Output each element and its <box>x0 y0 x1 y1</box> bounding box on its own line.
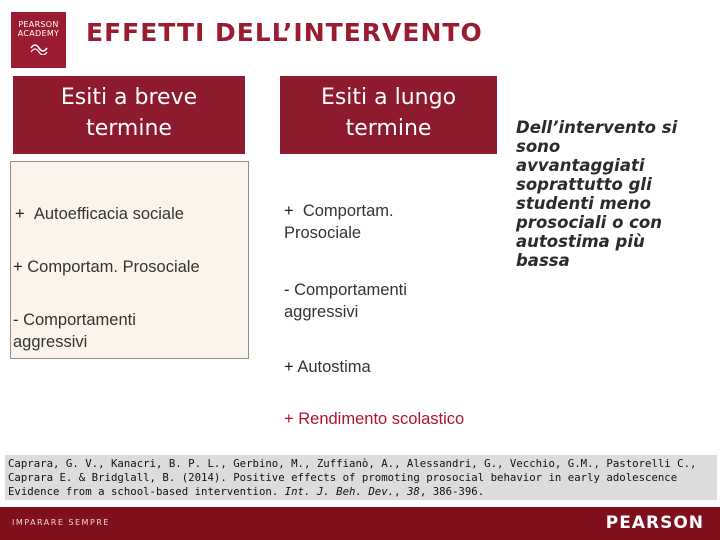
footer-bar <box>0 507 720 540</box>
long-term-item-highlight: + Rendimento scolastico <box>284 410 465 428</box>
pearson-academy-logo <box>11 12 66 68</box>
citation-line2: Caprara E. & Bridglall, B. (2014). Positive effects of promoting prosocial behavior in early adolescence <box>8 471 678 484</box>
footer-tagline: IMPARARE SEMPRE <box>12 518 110 527</box>
long-term-header: Esiti a lungo termine <box>280 76 497 154</box>
citation-line3: Evidence from a school-based intervention. Int. J. Beh. Dev., 38, 386-396. <box>8 485 485 498</box>
long-term-item: + Comportam. Prosociale <box>284 202 394 242</box>
page-title: EFFETTI DELL’INTERVENTO <box>86 18 483 47</box>
long-term-item: + Autostima <box>284 358 371 376</box>
callout-text: Dell’intervento si sono avvantaggiati soprattutto gli studenti meno prosociali o con autostima più bassa <box>516 118 678 270</box>
short-term-header: Esiti a breve termine <box>13 76 245 154</box>
citation-line1: Caprara, G. V., Kanacri, B. P. L., Gerbino, M., Zuffianò, A., Alessandri, G., Vecchio, G.M., Pastorelli C., <box>8 457 697 470</box>
footer-brand-logo: PEARSON <box>605 513 704 533</box>
long-term-item: - Comportamenti aggressivi <box>284 281 407 321</box>
short-term-item: + Autoefficacia sociale <box>15 205 184 223</box>
logo-line1: PEARSON <box>18 20 59 29</box>
citation <box>5 455 717 500</box>
short-term-item: - Comportamenti aggressivi <box>13 311 136 351</box>
logo-mark-icon <box>30 41 48 55</box>
short-term-item: + Comportam. Prosociale <box>13 258 200 276</box>
logo-line2: ACADEMY <box>17 29 60 38</box>
